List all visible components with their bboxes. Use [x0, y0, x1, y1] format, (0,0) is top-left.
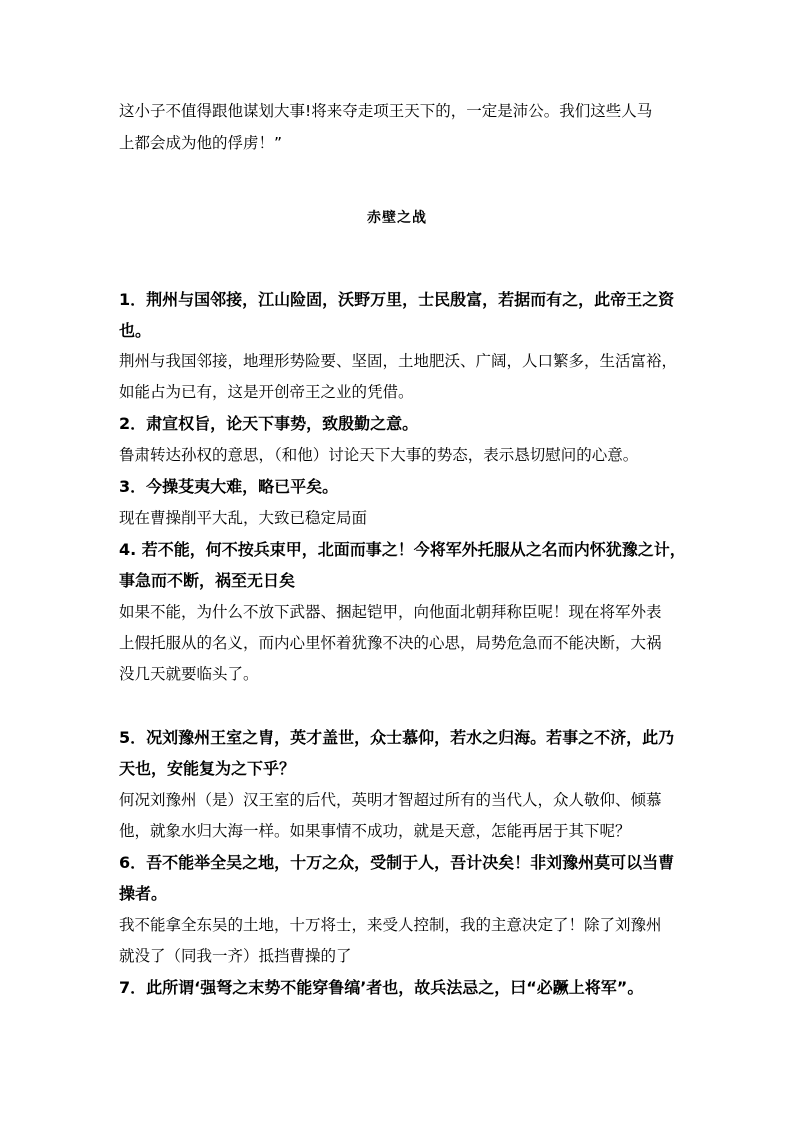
- intro-line-1: 这小子不值得跟他谋划大事!将来夺走项王天下的，一定是沛公。我们这些人马: [119, 102, 653, 120]
- section-title: 赤壁之战: [367, 210, 427, 226]
- item-4-translation-line-3: 没几天就要临头了。: [119, 665, 259, 683]
- item-5-translation-line-2: 他，就象水归大海一样。如果事情不成功，就是天意，怎能再居于其下呢？: [119, 822, 631, 840]
- item-1-quote-line-2: 也。: [119, 321, 152, 340]
- item-1-quote-line-1: 1．荆州与国邻接，江山险固，沃野万里，士民殷富，若据而有之，此帝王之资: [119, 290, 675, 309]
- item-4-translation-line-1: 如果不能，为什么不放下武器、捆起铠甲，向他面北朝拜称臣呢！现在将军外表: [119, 603, 662, 621]
- item-6-translation-line-1: 我不能拿全东吴的土地，十万将士，来受人控制，我的主意决定了！除了刘豫州: [119, 916, 662, 934]
- item-5-quote-line-2: 天也，安能复为之下乎？: [119, 759, 296, 778]
- item-2-quote-line-1: 2．肃宣权旨，论天下事势，致殷勤之意。: [119, 414, 419, 433]
- item-4-quote-line-1: 4. 若不能，何不按兵束甲，北面而事之！今将军外托服从之名而内怀犹豫之计，: [119, 540, 686, 559]
- intro-line-2: 上都会成为他的俘虏！”: [119, 134, 283, 152]
- item-5-quote-line-1: 5．况刘豫州王室之胄，英才盖世，众士慕仰，若水之归海。若事之不济，此乃: [119, 728, 675, 747]
- item-6-quote-line-1: 6．吾不能举全吴之地，十万之众，受制于人，吾计决矣！非刘豫州莫可以当曹: [119, 853, 675, 872]
- item-4-quote-line-2: 事急而不断，祸至无日矣: [119, 571, 296, 590]
- item-6-translation-line-2: 就没了（同我一齐）抵挡曹操的了: [119, 947, 352, 965]
- item-4-translation-line-2: 上假托服从的名义，而内心里怀着犹豫不决的心思，局势危急而不能决断，大祸: [119, 634, 662, 652]
- item-6-quote-line-2: 操者。: [119, 884, 168, 903]
- item-1-translation-line-2: 如能占为已有，这是开创帝王之业的凭借。: [119, 383, 414, 401]
- item-1-translation-line-1: 荆州与我国邻接，地理形势险要、坚固，土地肥沃、广阔，人口繁多，生活富裕，: [119, 352, 678, 370]
- item-5-translation-line-1: 何况刘豫州（是）汉王室的后代，英明才智超过所有的当代人，众人敬仰、倾慕: [119, 791, 662, 809]
- item-3-quote-line-1: 3．今操芟夷大难，略已平矣。: [119, 477, 339, 496]
- item-2-translation-line-1: 鲁肃转达孙权的意思，（和他）讨论天下大事的势态，表示恳切慰问的心意。: [119, 446, 639, 464]
- item-7-quote-line-1: 7．此所谓‘强弩之末势不能穿鲁缟’者也，故兵法忌之，曰“必蹶上将军”。: [119, 978, 644, 997]
- item-3-translation-line-1: 现在曹操削平大乱，大致已稳定局面: [119, 509, 368, 527]
